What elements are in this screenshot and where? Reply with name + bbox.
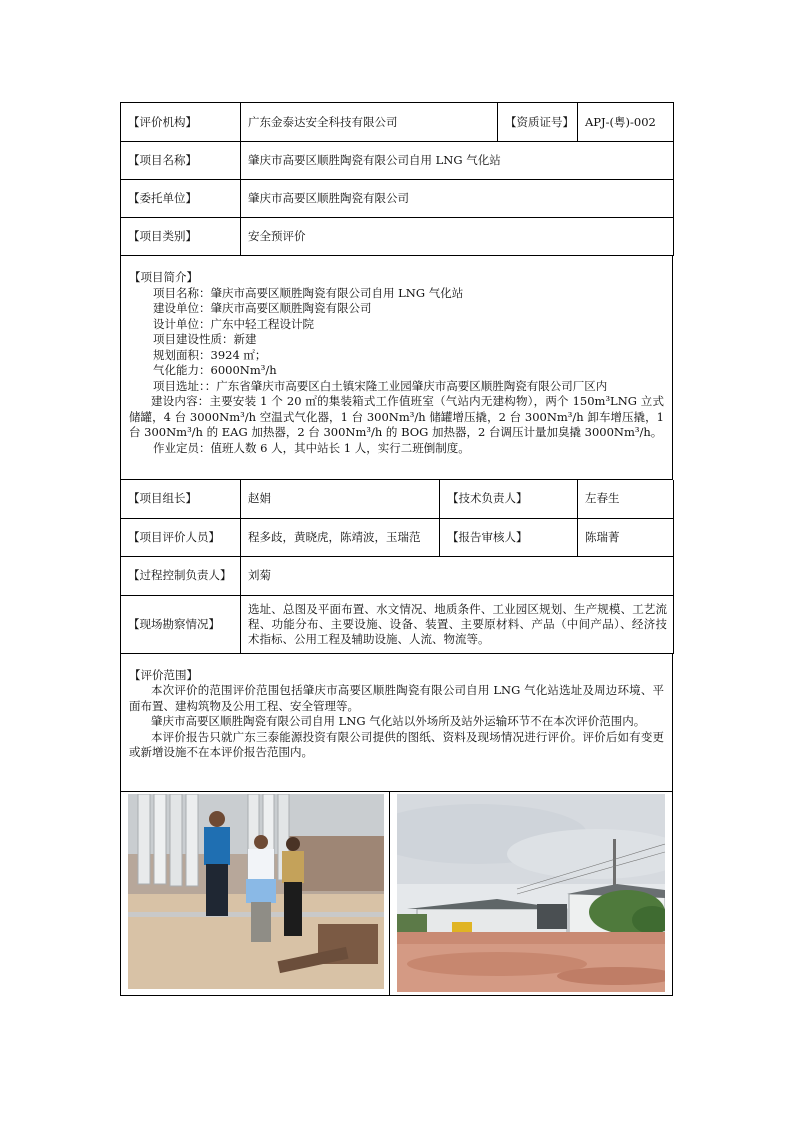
evaluation-scope: [120, 654, 673, 792]
evaluators-value: 程多歧，黄晓虎，陈靖波，玉瑞范: [241, 518, 440, 556]
intro-line: 设计单位：广东中轻工程设计院: [153, 316, 314, 331]
info-table: [120, 102, 674, 256]
project-name-value: 肇庆市高要区顺胜陶瓷有限公司自用 LNG 气化站: [241, 142, 674, 180]
project-name-label: 【项目名称】: [121, 142, 241, 180]
client-label: 【委托单位】: [121, 180, 241, 218]
leader-value: 赵娟: [241, 480, 440, 518]
tech-lead-value: 左春生: [578, 480, 674, 518]
intro-content: 建设内容：主要安装 1 个 20 ㎡的集装箱式工作值班室（气站内无建构物），两个 150m³LNG 立式储罐，4 台 3000Nm³/h 空温式气化器，1 台 300Nm³/h 储罐增压撬，2 台 300Nm³/h 卸车增压撬，1 台 300Nm³/h 的 EAG 加热器，2 台 300Nm³/h 的 BOG 加热器，2 台调压计量加臭撬 3000Nm³/h。: [129, 394, 664, 439]
site-survey-label: 【现场勘察情况】: [121, 595, 241, 653]
cert-value: APJ-(粤)-002: [578, 103, 674, 142]
scope-paragraph: 肇庆市高要区顺胜陶瓷有限公司自用 LNG 气化站以外场所及站外运输环节不在本次评价范围内。: [151, 714, 646, 728]
intro-line: 建设单位：肇庆市高要区顺胜陶瓷有限公司: [153, 301, 372, 315]
site-photo-location: [397, 794, 665, 992]
scope-title: 【评价范围】: [129, 667, 198, 682]
client-value: 肇庆市高要区顺胜陶瓷有限公司: [241, 180, 674, 218]
leader-label: 【项目组长】: [121, 480, 241, 518]
scope-paragraph: 本次评价的范围评价范围包括肇庆市高要区顺胜陶瓷有限公司自用 LNG 气化站选址及周边环境、平面布置、建构筑物及公用工程、安全管理等。: [129, 683, 664, 713]
intro-line: 项目名称：肇庆市高要区顺胜陶瓷有限公司自用 LNG 气化站: [153, 285, 464, 300]
evaluators-label: 【项目评价人员】: [121, 518, 241, 556]
scope-paragraph: 本评价报告只就广东三泰能源投资有限公司提供的图纸、资料及现场情况进行评价。评价后如有变更或新增设施不在本评价报告范围内。: [129, 729, 664, 759]
intro-line: 项目选址：：广东省肇庆市高要区白土镇宋隆工业园肇庆市高要区顺胜陶瓷有限公司厂区内: [153, 378, 608, 393]
intro-title: 【项目简介】: [129, 270, 198, 284]
process-control-label: 【过程控制负责人】: [121, 556, 241, 595]
site-survey-value: 选址、总图及平面布置、水文情况、地质条件、工业园区规划、生产规模、工艺流程、功能分布、主要设施、设备、装置、主要原材料、产品（中间产品）、经济技术指标、公用工程及辅助设施、人流、物流等。: [241, 595, 674, 653]
photo-divider: [389, 792, 390, 995]
intro-staffing: 作业定员：值班人数 6 人，其中站长 1 人，实行二班倒制度。: [153, 440, 470, 455]
reviewer-label: 【报告审核人】: [440, 518, 578, 556]
intro-line: 规划面积：3924 ㎡；: [153, 347, 267, 362]
tech-lead-label: 【技术负责人】: [440, 480, 578, 518]
intro-line: 项目建设性质：新建: [153, 332, 257, 346]
process-control-value: 刘菊: [241, 556, 674, 595]
cert-label: 【资质证号】: [498, 103, 578, 142]
category-value: 安全预评价: [241, 218, 674, 256]
category-label: 【项目类别】: [121, 218, 241, 256]
org-label: 【评价机构】: [121, 103, 241, 142]
evaluation-form: [120, 102, 673, 996]
intro-line: 气化能力：6000Nm³/h: [153, 363, 277, 377]
team-table: [120, 480, 674, 654]
org-value: 广东金泰达安全科技有限公司: [241, 103, 498, 142]
site-photos: [120, 792, 673, 996]
reviewer-value: 陈瑞菁: [578, 518, 674, 556]
site-photo-team: [128, 794, 384, 989]
project-intro: [120, 256, 673, 480]
